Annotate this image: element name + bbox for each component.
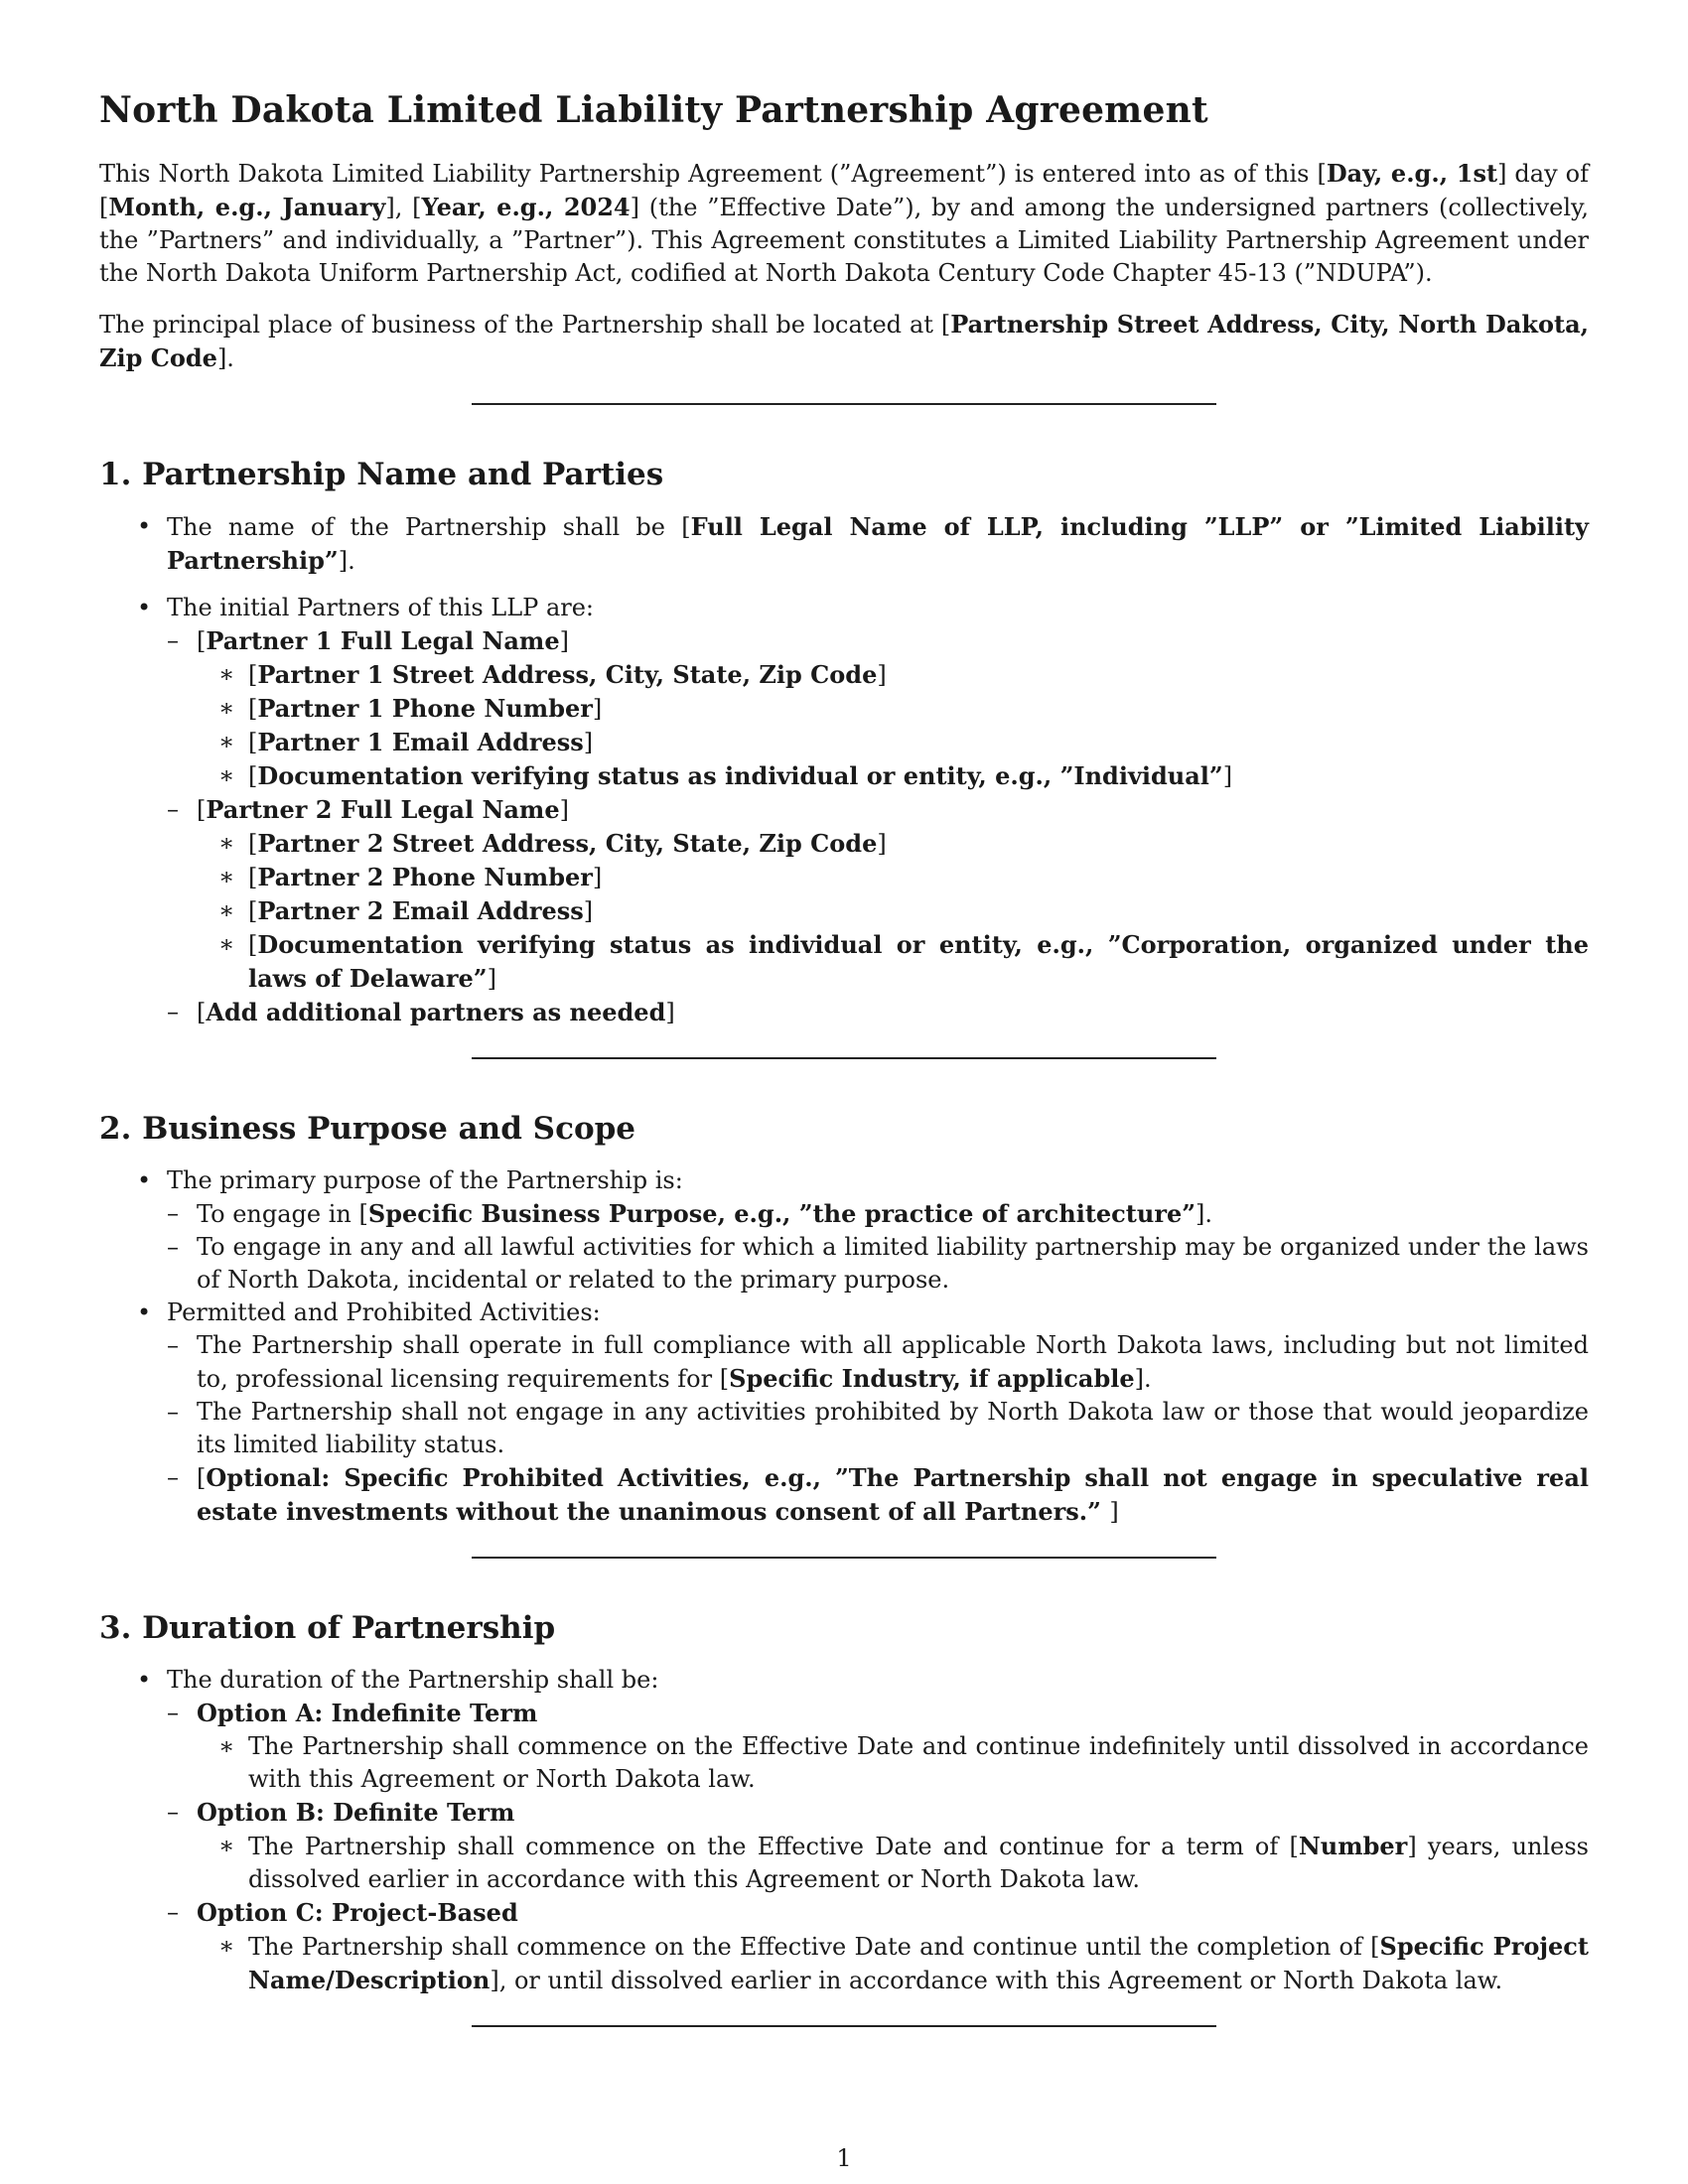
list-item-text xyxy=(197,999,675,1026)
placeholder-text: Partner 2 Full Legal Name xyxy=(206,795,560,824)
placeholder-text: Specific Project Name/Description xyxy=(248,1932,1589,1994)
list-level-3 xyxy=(218,827,1589,996)
list-item xyxy=(167,1231,1589,1297)
text-run: ], [ xyxy=(385,194,422,221)
text-run: The Partnership shall operate in full compliance with all applicable North Dakota laws, including but not limited to, professional licensing requirements for [ xyxy=(197,1331,1589,1393)
text-run: ] xyxy=(877,830,887,858)
list-item xyxy=(167,1461,1589,1529)
placeholder-text: Number xyxy=(1298,1832,1408,1860)
placeholder-text: Option C: Project-Based xyxy=(197,1898,518,1927)
list-item-text xyxy=(197,627,569,655)
document-title: North Dakota Limited Liability Partnership Agreement xyxy=(99,89,1208,131)
list-item xyxy=(218,1830,1589,1896)
text-run: [ xyxy=(197,1464,207,1492)
list-item-text xyxy=(167,1298,601,1326)
text-run: This North Dakota Limited Liability Partnership Agreement (”Agreement”) is entered into as of this [ xyxy=(99,160,1327,188)
placeholder-text: Partner 1 Phone Number xyxy=(257,694,593,723)
placeholder-text: Optional: Specific Prohibited Activities, e.g., ”The Partnership shall not engage in speculative real estate investments without the unanimous consent of all Partners.” xyxy=(197,1463,1589,1526)
text-run: ] xyxy=(592,695,603,723)
list-item xyxy=(218,692,1589,726)
list-level-1 xyxy=(99,1664,1589,1997)
intro-paragraph xyxy=(99,157,1589,290)
text-run: [ xyxy=(248,897,258,925)
list-item xyxy=(218,759,1589,793)
list-item xyxy=(218,1930,1589,1997)
text-run: ] day of [ xyxy=(99,160,1589,221)
list-item xyxy=(99,510,1589,578)
list-item xyxy=(218,827,1589,861)
list-item-text xyxy=(197,1700,537,1727)
text-run: ] xyxy=(1222,762,1233,790)
list-item xyxy=(218,726,1589,759)
text-run: The initial Partners of this LLP are: xyxy=(167,594,595,621)
list-item-text xyxy=(248,661,887,689)
text-run: To engage in any and all lawful activities for which a limited liability partnership may be organized under the laws of North Dakota, incidental or related to the primary purpose. xyxy=(197,1233,1589,1294)
list-item xyxy=(99,1297,1589,1529)
list-item xyxy=(167,996,1589,1029)
text-run: [ xyxy=(248,864,258,891)
list-item-text xyxy=(248,931,1589,993)
list-item xyxy=(167,1396,1589,1461)
placeholder-text: Day, e.g., 1st xyxy=(1326,159,1498,188)
list-item xyxy=(167,793,1589,996)
text-run: [ xyxy=(197,627,207,655)
placeholder-text: Specific Industry, if applicable xyxy=(729,1364,1135,1393)
list-level-3 xyxy=(218,658,1589,793)
list-item xyxy=(167,1796,1589,1896)
text-run: Permitted and Prohibited Activities: xyxy=(167,1298,601,1326)
horizontal-rule xyxy=(472,1557,1216,1559)
section-heading: 3. Duration of Partnership xyxy=(99,1610,556,1646)
text-run: ] xyxy=(583,897,594,925)
list-item xyxy=(167,1197,1589,1231)
list-item-text xyxy=(248,1933,1589,1994)
list-item-text xyxy=(248,897,593,925)
text-run: ] xyxy=(559,796,569,824)
list-level-1 xyxy=(99,510,1589,1029)
list-level-2 xyxy=(167,1697,1589,1997)
list-item-text xyxy=(197,1799,514,1827)
sections-container xyxy=(99,457,1589,2027)
text-run: ] xyxy=(1109,1498,1119,1526)
placeholder-text: Month, e.g., January xyxy=(108,193,386,221)
text-run: [ xyxy=(248,762,258,790)
text-run: To engage in [ xyxy=(197,1200,368,1228)
text-run: ]. xyxy=(338,547,355,575)
page-number: 1 xyxy=(836,2144,852,2172)
text-run: The primary purpose of the Partnership is: xyxy=(167,1166,683,1194)
text-run: ] years, unless dissolved earlier in accordance with this Agreement or North Dakota law. xyxy=(248,1833,1589,1893)
list-item xyxy=(218,894,1589,928)
placeholder-text: Year, e.g., 2024 xyxy=(421,193,631,221)
section-heading: 1. Partnership Name and Parties xyxy=(99,457,664,492)
placeholder-text: Documentation verifying status as individual or entity, e.g., ”Individual” xyxy=(257,761,1223,790)
text-run: The Partnership shall commence on the Effective Date and continue until the completion of [ xyxy=(248,1933,1380,1961)
horizontal-rule xyxy=(472,1057,1216,1059)
list-item-text xyxy=(197,1464,1589,1526)
placeholder-text: Documentation verifying status as individual or entity, e.g., ”Corporation, organized under the laws of Delaware” xyxy=(248,930,1589,993)
list-level-3 xyxy=(218,1930,1589,1997)
list-item-text xyxy=(167,1666,658,1694)
list-item-text xyxy=(248,864,602,891)
list-item-text xyxy=(197,1331,1589,1393)
horizontal-rule xyxy=(472,403,1216,405)
list-item-text xyxy=(197,1233,1589,1294)
placeholder-text: Option B: Definite Term xyxy=(197,1798,515,1827)
list-item xyxy=(167,1329,1589,1396)
text-run: [ xyxy=(248,695,258,723)
text-run: ] xyxy=(877,661,887,689)
list-level-3 xyxy=(218,1730,1589,1796)
list-item-text xyxy=(248,762,1232,790)
text-run: The name of the Partnership shall be [ xyxy=(167,513,691,541)
list-item xyxy=(218,658,1589,692)
list-item xyxy=(99,1164,1589,1297)
list-item xyxy=(167,1697,1589,1796)
list-item xyxy=(218,928,1589,996)
text-run: ]. xyxy=(1196,1200,1213,1228)
text-run: ] xyxy=(665,999,675,1026)
text-run: [ xyxy=(248,729,258,756)
list-item xyxy=(218,861,1589,894)
principal-place-paragraph xyxy=(99,308,1589,375)
text-run: ], or until dissolved earlier in accordance with this Agreement or North Dakota law. xyxy=(490,1967,1503,1994)
list-item-text xyxy=(248,695,602,723)
list-item xyxy=(218,1730,1589,1796)
placeholder-text: Partner 2 Email Address xyxy=(257,896,584,925)
list-level-2 xyxy=(167,1329,1589,1529)
document-page xyxy=(99,89,1589,2079)
text-run: ] xyxy=(583,729,594,756)
list-item-text xyxy=(197,1899,518,1927)
text-run: [ xyxy=(248,931,258,959)
text-run: ] xyxy=(559,627,569,655)
text-run: [ xyxy=(197,999,207,1026)
list-level-1 xyxy=(99,1164,1589,1529)
text-run: [ xyxy=(248,830,258,858)
list-item xyxy=(99,592,1589,1029)
placeholder-text: Partner 1 Street Address, City, State, Zip Code xyxy=(257,660,878,689)
text-run: The principal place of business of the Partnership shall be located at [ xyxy=(99,311,951,339)
list-item-text xyxy=(248,1833,1589,1893)
list-item-text xyxy=(248,729,593,756)
text-run: [ xyxy=(248,661,258,689)
text-run: ]. xyxy=(216,344,234,372)
text-run: ] xyxy=(487,965,496,993)
list-item-text xyxy=(167,513,1589,575)
list-item-text xyxy=(167,594,594,621)
text-run: ]. xyxy=(1134,1365,1152,1393)
list-item xyxy=(167,1896,1589,1997)
list-level-3 xyxy=(218,1830,1589,1896)
placeholder-text: Partner 1 Email Address xyxy=(257,728,584,756)
placeholder-text: Partner 2 Phone Number xyxy=(257,863,593,891)
list-item xyxy=(167,624,1589,793)
placeholder-text: Specific Business Purpose, e.g., ”the practice of architecture” xyxy=(367,1199,1196,1228)
text-run: [ xyxy=(197,796,207,824)
placeholder-text: Partnership Street Address, City, North Dakota, Zip Code xyxy=(99,310,1589,372)
list-item-text xyxy=(248,1732,1589,1793)
list-item-text xyxy=(197,1398,1589,1458)
list-item-text xyxy=(197,1200,1212,1228)
placeholder-text: Full Legal Name of LLP, including ”LLP” or ”Limited Liability Partnership” xyxy=(167,512,1589,575)
list-item-text xyxy=(248,830,887,858)
list-level-2 xyxy=(167,1197,1589,1297)
placeholder-text: Partner 1 Full Legal Name xyxy=(206,626,560,655)
text-run: The Partnership shall commence on the Effective Date and continue for a term of [ xyxy=(248,1833,1299,1860)
text-run: ] (the ”Effective Date”), by and among the undersigned partners (collectively, the ”Partners” and individually, a ”Partner”). This Agreement constitutes a Limited Liability Partnership Agreement under the North Dakota Uniform Partnership Act, codified at North Dakota Century Code Chapter 45-13 (”NDUPA”). xyxy=(99,194,1590,287)
section-heading: 2. Business Purpose and Scope xyxy=(99,1111,636,1147)
placeholder-text: Add additional partners as needed xyxy=(206,998,666,1026)
list-level-2 xyxy=(167,624,1589,1029)
text-run: The duration of the Partnership shall be: xyxy=(167,1666,659,1694)
placeholder-text: Partner 2 Street Address, City, State, Zip Code xyxy=(257,829,878,858)
list-item-text xyxy=(197,796,569,824)
text-run: The Partnership shall commence on the Effective Date and continue indefinitely until dissolved in accordance with this Agreement or North Dakota law. xyxy=(248,1732,1589,1793)
text-run: ] xyxy=(592,864,603,891)
horizontal-rule xyxy=(472,2025,1216,2027)
placeholder-text: Option A: Indefinite Term xyxy=(197,1699,538,1727)
text-run: The Partnership shall not engage in any activities prohibited by North Dakota law or those that would jeopardize its limited liability status. xyxy=(197,1398,1589,1458)
list-item xyxy=(99,1664,1589,1997)
list-item-text xyxy=(167,1166,683,1194)
